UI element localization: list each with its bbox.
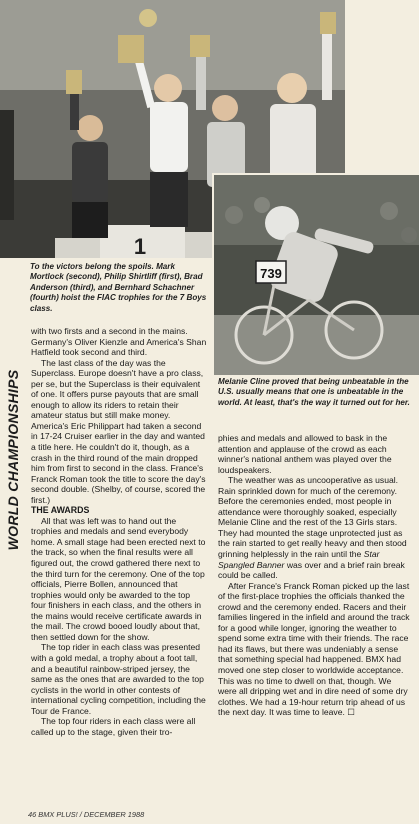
paragraph: The top rider in each class was presented with a gold medal, a trophy about a foot tall, and a beautiful rainbow-striped jersey, the same as the ones that are awarded to the top cyclists in the world in other contests of international cycling competition, including the Tour de France.	[31, 642, 206, 716]
race-photo	[212, 173, 419, 375]
podium-step-number: 1	[133, 234, 147, 258]
paragraph: The top four riders in each class were all called up to the stage, given their tro-	[31, 716, 196, 737]
paragraph-text: The weather was as uncooperative as usual. Rain sprinkled down for much of the ceremony. Before the ceremonies ended, most people in attendance were thoroughly soaked, especially Melanie Cline and the rest of the 13 Girls stars. They had mounted the stage unprotected just as the rain started to get really heavy and then stood grinning helplessly in the rain until the	[218, 475, 407, 560]
race-photo-caption: Melanie Cline proved that being unbeatable in the U.S. usually means that one is unbeatable in the world. At least, that's the way it turned out for her.	[218, 377, 410, 407]
paragraph: with two firsts and a second in the mains. Germany's Oliver Kienzle and America's Shan Hatfield took second and third.	[31, 326, 207, 358]
paragraph: All that was left was to hand out the trophies and medals and send everybody home. A small stage had been erected next to the track, so when the final results were all figured out, the crowd gathered there next to the third turn for the ceremony. One of the top officials, Pierre Bollen, announced that trophies would only be awarded to the top four finishers in each class, and the others in the mains would receive certificate awards in the mail. The crowd booed loudly about that, then settled down for the show.	[31, 515, 206, 642]
paragraph-text: was over and a brief rain break could be called.	[218, 559, 405, 581]
section-sidebar	[4, 330, 22, 590]
page-footer: 46 BMX PLUS! / DECEMBER 1988	[28, 810, 145, 819]
article-column-right	[218, 433, 411, 718]
awards-heading: THE AWARDS	[31, 505, 90, 516]
race-plate-number: 739	[260, 266, 282, 281]
paragraph: The last class of the day was the Superclass. Europe doesn't have a pro class, per se, but the Superclass is their equivalent of one. It offers purse payouts that are small enough to allow its riders to retain their amateur status but still make money. America's Eric Philippart had taken a second in 17-24 Cruiser earlier in the day and wanted a title here. He couldn't do it, though, as a crash in the third round of the main dropped him from first to second in the class. France's Franck Roman took the title to score the day's second double. (Shelby, of course, scored the first.)	[31, 357, 206, 505]
race-photo-illustration	[214, 175, 419, 375]
paragraph: phies and medals and allowed to bask in the attention and applause of the crowd as each winner's national anthem was played over the loudspeakers.	[218, 433, 392, 475]
article-column-left	[31, 326, 207, 737]
podium-photo-caption: To the victors belong the spoils. Mark Mortlock (second), Philip Shirtliff (first), Brad Anderson (third), and Bernhard Schachner (fourth) hoist the FIAC trophies for the 7 Boys class.	[30, 262, 207, 313]
paragraph: After France's Franck Roman picked up the last of the first-place trophies the officials thanked the crowd and the ceremony ended. Racers and their families lingered in the infield and around the track for a good while longer, ignoring the weather to spend some extra time with their friends. The race had its flaws, but there was undeniably a sense that something special had happened. BMX had moved one step closer to worldwide acceptance. This was no time to dwell on that, though. We were all dripping wet and in dire need of some dry clothes. We had a 19-hour return trip ahead of us the next day. It was time to leave. ☐	[218, 580, 410, 718]
song-title: Star Spangled Banner	[218, 549, 380, 570]
section-title: WORLD CHAMPIONSHIPS	[5, 369, 21, 551]
paragraph	[218, 475, 411, 580]
